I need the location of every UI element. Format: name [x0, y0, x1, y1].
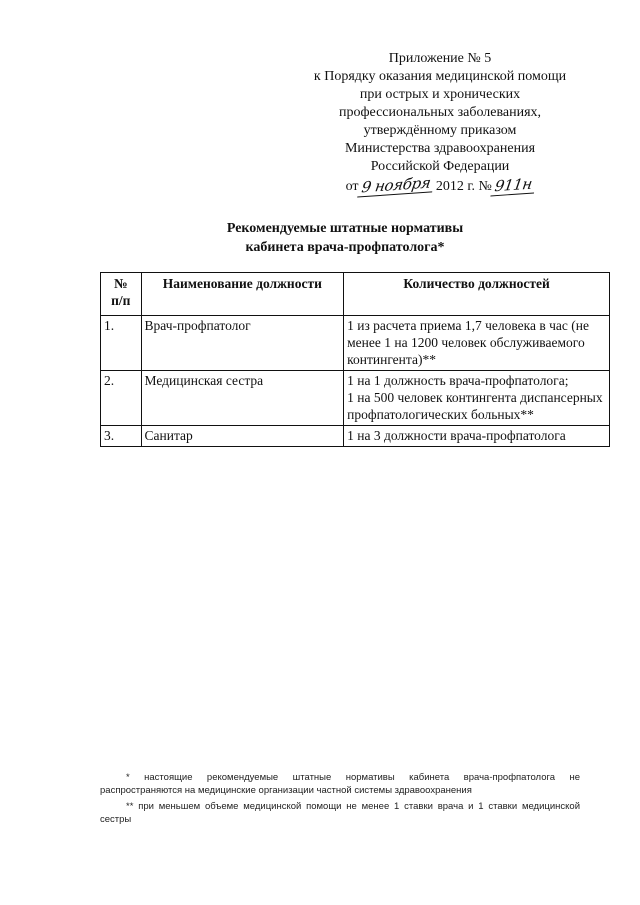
- header-number: [101, 273, 142, 316]
- row-count-line-2: 1 на 500 человек контингента диспансерных профпатологических больных**: [347, 390, 603, 422]
- footnotes: [100, 771, 580, 826]
- footnote-2-line-1: ** при меньшем объеме медицинской помощи не менее 1 ставки врача и 1 ставки медицинской: [126, 801, 580, 812]
- row-count-line-1: 1 на 1 должность врача-профпатолога;: [347, 373, 569, 388]
- row-position: Санитар: [141, 426, 344, 447]
- table-row: [101, 426, 610, 447]
- row-count: [344, 371, 610, 426]
- appendix-line-2: к Порядку оказания медицинской помощи: [313, 69, 567, 84]
- title-line-2: кабинета врача-профпатолога*: [245, 240, 445, 255]
- header-number-abbr: п/п: [111, 293, 131, 308]
- table-row: [101, 371, 610, 426]
- row-number: 1.: [101, 316, 142, 371]
- row-position: Медицинская сестра: [141, 371, 344, 426]
- date-year: 2012 г. №: [435, 179, 492, 194]
- appendix-line-6: Министерства здравоохранения: [344, 141, 536, 156]
- footnote-2-line-2: сестры: [100, 814, 132, 825]
- handwritten-order-number: 911н: [490, 175, 536, 197]
- appendix-line-1: Приложение № 5: [388, 51, 492, 66]
- appendix-line-7: Российской Федерации: [370, 159, 510, 174]
- row-number: 3.: [101, 426, 142, 447]
- appendix-line-3: при острых и хронических: [359, 87, 521, 102]
- row-count: 1 из расчета приема 1,7 человека в час (не менее 1 на 1200 человек обслуживаемого контингента)**: [344, 316, 610, 371]
- order-date-line: [290, 173, 590, 197]
- header-count: Количество должностей: [344, 273, 610, 316]
- row-number: 2.: [101, 371, 142, 426]
- row-position: Врач-профпатолог: [141, 316, 344, 371]
- row-count: 1 на 3 должности врача-профпатолога: [344, 426, 610, 447]
- table-header-row: [101, 273, 610, 316]
- staff-norms-table: [100, 272, 610, 447]
- appendix-header: [290, 50, 590, 196]
- document-title: [150, 219, 540, 257]
- appendix-line-5: утверждённому приказом: [363, 123, 517, 138]
- handwritten-date: 9 ноября: [357, 173, 434, 197]
- footnote-1-line-2: распространяются на медицинские организации частной системы здравоохранения: [100, 785, 472, 796]
- appendix-line-4: профессиональных заболеваниях,: [338, 105, 542, 120]
- title-line-1: Рекомендуемые штатные нормативы: [226, 221, 464, 236]
- header-position: Наименование должности: [141, 273, 344, 316]
- footnote-1-line-1: * настоящие рекомендуемые штатные нормативы кабинета врача-профпатолога не: [126, 772, 580, 783]
- table-row: [101, 316, 610, 371]
- date-prefix: от: [345, 179, 359, 194]
- header-number-symbol: №: [113, 276, 128, 291]
